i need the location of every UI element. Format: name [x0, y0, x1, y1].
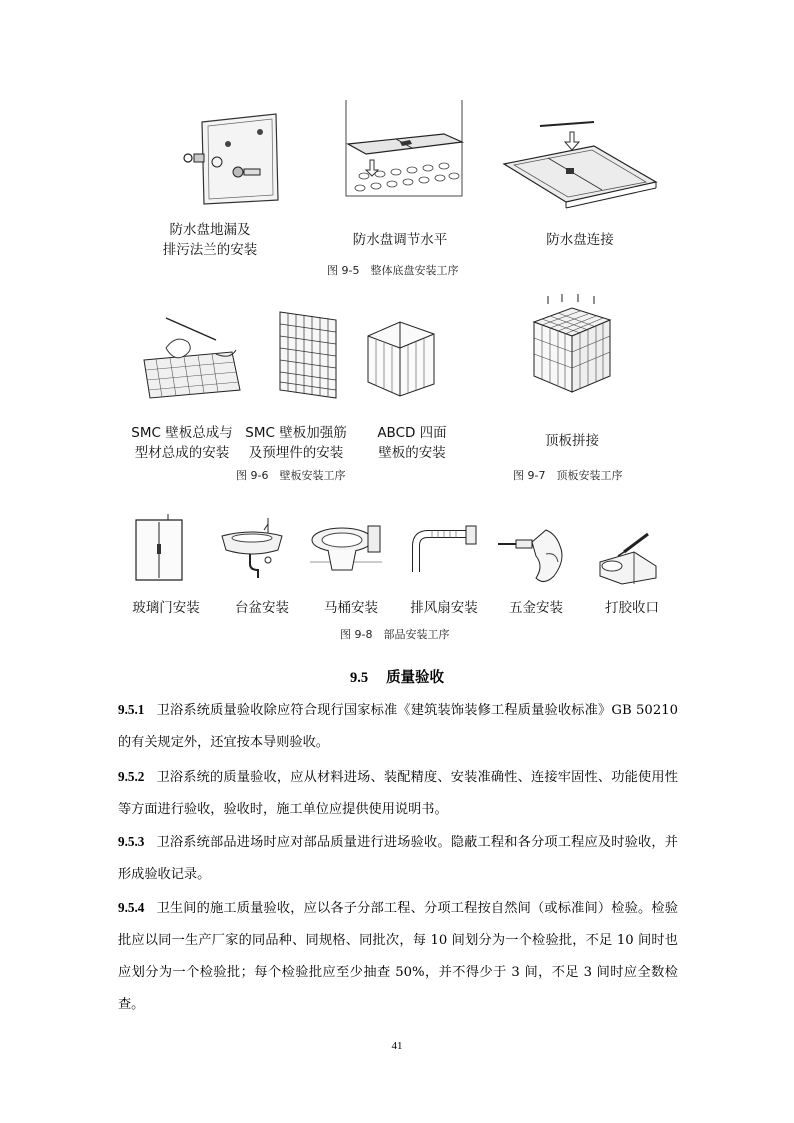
clause-text: 卫生间的施工质量验收，应以各子分部工程、分项工程按自然间（或标准间）检验。检验批应以同一生产厂家的同品种、同规格、同批次，每 10 间划分为一个检验批，不足 10 间时也应划分为一个检验批；每个检验批应至少抽查 50%，并不得少于 3 间，不足 3 间时应全数检查。: [118, 901, 678, 1012]
fig97-caption: 图 9-7 顶板安装工序: [513, 469, 623, 482]
clause-9-5-2: [118, 761, 678, 826]
caulking-illustration: [594, 522, 664, 588]
section-title: 质量验收: [386, 670, 445, 686]
clause-text: 卫浴系统的质量验收，应从材料进场、装配精度、安装准确性、连接牢固性、功能使用性等方面进行验收，验收时，施工单位应提供使用说明书。: [118, 770, 678, 817]
clause-9-5-1: [118, 694, 678, 759]
fig98-caption: 图 9-8 部品安装工序: [340, 628, 450, 641]
ceiling-panel-illustration: [528, 294, 614, 394]
fig98-label-5: 五金安装: [509, 600, 563, 616]
smc-panel-assembly-illustration: [136, 312, 246, 402]
fig95-label-2: 防水盘调节水平: [352, 232, 448, 248]
abcd-wall-illustration: [364, 318, 438, 398]
hardware-illustration: [498, 520, 578, 590]
clause-number: 9.5.1: [118, 702, 145, 717]
section-heading: [0, 666, 794, 687]
clause-9-5-4: [118, 892, 678, 1021]
clause-number: 9.5.3: [118, 834, 145, 849]
fig98-label-2: 台盆安装: [235, 600, 289, 616]
smc-rebar-embed-illustration: [276, 310, 340, 400]
fig96-label-2: SMC 壁板加强筋 及预埋件的安装: [245, 425, 347, 461]
washbasin-illustration: [220, 516, 290, 580]
floor-drain-install-illustration: [172, 112, 284, 208]
fig96-label-3: ABCD 四面 壁板的安装: [377, 425, 447, 461]
fig97-label-1: 顶板拼接: [545, 433, 599, 449]
clause-number: 9.5.4: [118, 900, 145, 915]
fig95-label-1: 防水盘地漏及 排污法兰的安装: [162, 222, 258, 258]
page-number: 41: [391, 1040, 403, 1052]
fig96-caption: 图 9-6 壁板安装工序: [236, 469, 346, 482]
tray-leveling-illustration: [340, 96, 470, 206]
exhaust-fan-illustration: [406, 526, 478, 576]
clause-number: 9.5.2: [118, 769, 145, 784]
fig95-caption: 图 9-5 整体底盘安装工序: [327, 264, 459, 277]
fig98-label-1: 玻璃门安装: [132, 600, 200, 616]
tray-connection-illustration: [500, 120, 660, 210]
fig98-label-4: 排风扇安装: [410, 600, 478, 616]
fig98-label-6: 打胶收口: [605, 600, 659, 616]
fig98-label-3: 马桶安装: [324, 600, 378, 616]
section-number: 9.5: [349, 670, 369, 686]
fig96-label-1: SMC 壁板总成与 型材总成的安装: [131, 425, 233, 461]
clause-text: 卫浴系统质量验收除应符合现行国家标准《建筑装饰装修工程质量验收标准》GB 50210 的有关规定外，还宜按本导则验收。: [118, 703, 678, 750]
toilet-illustration: [306, 520, 386, 580]
clause-text: 卫浴系统部品进场时应对部品质量进行进场验收。隐蔽工程和各分项工程应及时验收，并形成验收记录。: [118, 835, 678, 882]
glass-door-illustration: [132, 514, 188, 584]
fig95-label-3: 防水盘连接: [546, 232, 614, 248]
clause-9-5-3: [118, 826, 678, 891]
